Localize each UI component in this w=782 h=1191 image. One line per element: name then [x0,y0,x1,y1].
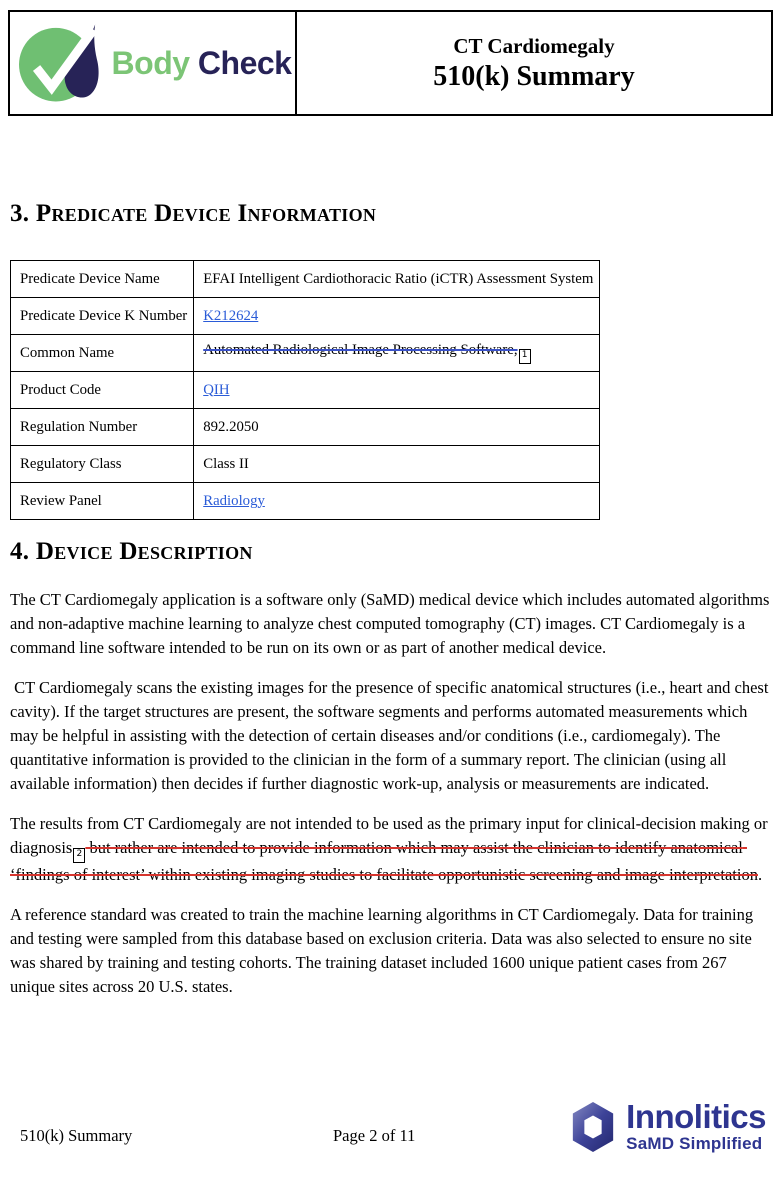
text-run: Class II [203,455,249,472]
innolitics-hexagon-icon [569,1100,617,1154]
text-run: A reference standard was created to train the machine learning algorithms in CT Cardiomegaly. Data for training and testing were sampled from this database based on exclusion criteria. Data was also selected to ensure no site was shared by training and testing cohorts. The training dataset included 1600 unique patient cases from 267 unique sites across 20 U.S. states. [10,905,758,996]
footer-document-label: 510(k) Summary [20,1126,133,1145]
hyperlink[interactable]: QIH [203,381,230,398]
text-run: . [757,865,763,884]
hyperlink[interactable]: Radiology [203,492,265,509]
paragraph [10,812,774,887]
row-label: Product Code [11,372,194,409]
row-label: Predicate Device Name [11,261,194,298]
section-3-heading: 3. Predicate Device Information [10,200,377,227]
bodycheck-word-check: Check [197,44,292,81]
text-run: 892.2050 [203,418,259,435]
row-label: Regulatory Class [11,446,194,483]
text-run: Automated Radiological Image Processing Software, [203,342,518,358]
bodycheck-wordmark [112,45,292,82]
row-value [194,483,600,520]
innolitics-wordmark [626,1100,766,1154]
bodycheck-word-body: Body [111,44,190,81]
innolitics-tagline: SaMD Simplified [626,1134,763,1153]
row-label: Review Panel [11,483,194,520]
table-row [11,483,600,520]
text-run: but rather are intended to provide information which may assist the clinician to identify anatomical ‘findings of interest’ within existing imaging studies to facilitate opportunistic screening and image interpretation [10,838,758,884]
hyperlink[interactable]: K212624 [203,307,259,324]
table-row [11,261,600,298]
table-row [11,372,600,409]
device-description-paragraphs [10,588,774,1015]
row-value [194,261,600,298]
document-product-title: CT Cardiomegaly [453,33,615,58]
row-label: Common Name [11,335,194,372]
text-run: The results from CT Cardiomegaly are not intended to be used as the primary input for clinical-decision making or diagnosis [10,814,772,857]
row-label: Regulation Number [11,409,194,446]
footer-page-number: Page 2 of 11 [333,1126,416,1145]
row-value [194,409,600,446]
comment-marker[interactable]: 1 [519,349,531,364]
table-row [11,409,600,446]
row-value [194,335,600,372]
predicate-device-table [10,260,600,520]
bodycheck-logo [10,12,297,114]
bodycheck-logo-icon [14,18,106,108]
text-run: The CT Cardiomegaly application is a software only (SaMD) medical device which includes automated algorithms and non-adaptive machine learning to analyze chest computed tomography (CT) images. CT Cardiomegaly is a command line software intended to be run on its own or as part of another medical device. [10,590,774,657]
innolitics-name: Innolitics [626,1098,766,1135]
row-label: Predicate Device K Number [11,298,194,335]
row-value [194,446,600,483]
row-value [194,372,600,409]
paragraph [10,903,774,999]
innolitics-logo [569,1100,766,1154]
header-title-cell [297,12,771,114]
table-row [11,335,600,372]
text-run: CT Cardiomegaly scans the existing images for the presence of specific anatomical structures (i.e., heart and chest cavity). If the target structures are present, the software segments and performs automated measurements which may be helpful in assisting with the detection of certain diseases and/or conditions (i.e., cardiomegaly). The quantitative information is provided to the clinician in the form of a summary report. The clinician (using all available information) then decides if further diagnostic work-up, analysis or measurements are indicated. [10,678,773,793]
row-value [194,298,600,335]
text-run: EFAI Intelligent Cardiothoracic Ratio (iCTR) Assessment System [203,270,594,287]
document-type-title: 510(k) Summary [433,60,635,92]
comment-marker[interactable]: 2 [73,848,85,863]
paragraph [10,588,774,660]
section-4-heading: 4. Device Description [10,538,253,565]
table-row [11,446,600,483]
predicate-table-body [11,261,600,520]
table-row [11,298,600,335]
document-header [8,10,773,116]
paragraph [10,676,774,796]
